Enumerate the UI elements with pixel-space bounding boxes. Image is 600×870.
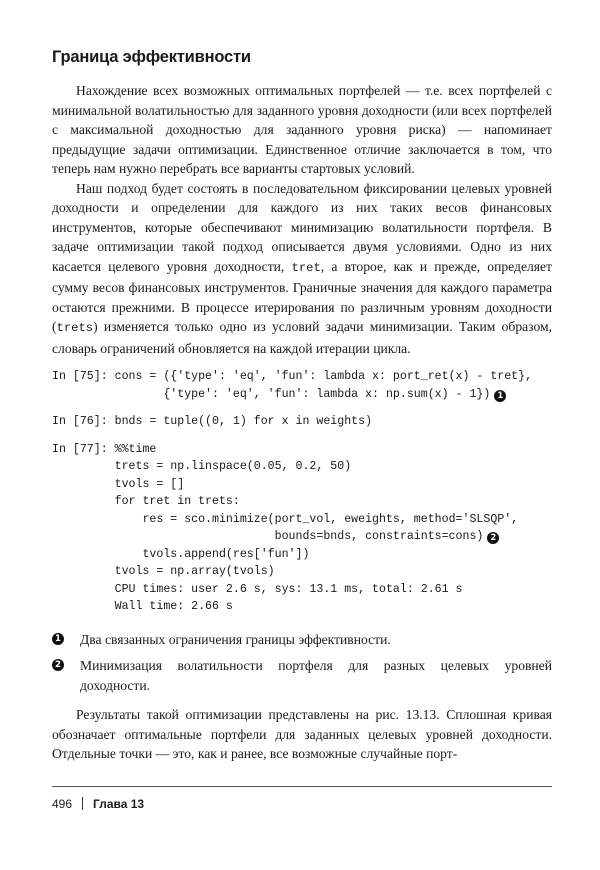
page-content [52, 48, 552, 764]
page-footer [52, 786, 552, 811]
callout-notes [52, 630, 552, 696]
paragraph-results: Результаты такой оптимизации представлены на рис. 13.13. Сплошная кривая обозначает оптимальные портфели для заданных целевых уровней доходности. Отдельные точки — это, как и ранее, все возможные случайные порт- [52, 707, 552, 761]
paragraph-approach-part2: , а второе, как и прежде, определяет сумму весов финансовых инструментов. Граничные значения для каждого параметра остаются прежними. В процессе итерирования по различным уровням доходности ( [52, 258, 552, 334]
code-line: trets = np.linspace(0.05, 0.2, 50) [52, 460, 352, 473]
callout-note-text-1: Два связанных ограничения границы эффективности. [80, 631, 391, 647]
code-line: res = sco.minimize(port_vol, eweights, method='SLSQP', [52, 512, 519, 526]
section-title: Граница эффективности [52, 48, 251, 66]
code-output-line: Wall time: 2.66 s [52, 600, 233, 613]
code-line: In [75]: cons = ({'type': 'eq', 'fun': lambda x: port_ret(x) - tret}, [52, 370, 533, 383]
inline-code-trets: trets [56, 321, 94, 335]
code-block-77 [52, 441, 552, 616]
callout-note-text-2: Минимизация волатильности портфеля для разных целевых уровней доходности. [80, 658, 552, 693]
paragraph-approach-part3: ) изменяется только одно из условий задачи минимизации. Таким образом, словарь ограничений обновляется на каждой итерации цикла. [52, 319, 552, 356]
code-line: tvols = np.array(tvols) [52, 565, 275, 578]
paragraph-intro: Нахождение всех возможных оптимальных портфелей — т.е. всех портфелей с минимальной волатильностью для заданного уровня доходности (или всех портфелей с максимальной доходностью для заданного уровня риска) — напоминает предыдущие задачи оптимизации. Единственное отличие заключается в том, что теперь нам нужно перебрать все варианты стартовых условий. [52, 83, 552, 176]
code-block-76 [52, 413, 552, 431]
callout-note-marker-2: 2 [52, 659, 64, 671]
code-block-75 [52, 368, 552, 403]
chapter-label: Глава 13 [93, 797, 145, 811]
code-line: bounds=bnds, constraints=cons) 2 [52, 528, 552, 546]
callout-marker-1: 1 [494, 390, 506, 402]
inline-code-tret: tret [291, 260, 321, 275]
code-line: tvols = [] [52, 477, 185, 491]
code-line: tvols.append(res['fun']) [52, 547, 310, 561]
paragraph-approach [52, 179, 552, 359]
code-line: In [77]: %%time [52, 442, 157, 456]
page-number: 496 [52, 797, 73, 811]
code-line: {'type': 'eq', 'fun': lambda x: np.sum(x) - 1}) 1 [52, 386, 552, 404]
footer-divider [82, 797, 83, 810]
callout-note-1 [52, 630, 552, 650]
callout-marker-2: 2 [487, 532, 499, 544]
code-line: In [76]: bnds = tuple((0, 1) for x in weights) [52, 415, 373, 428]
code-output-line: CPU times: user 2.6 s, sys: 13.1 ms, total: 2.61 s [52, 582, 463, 596]
paragraph-approach-part1: Наш подход будет состоять в последовательном фиксировании целевых уровней доходности и определении для каждого из них таких весов финансовых инструментов, которые обеспечивают минимизацию волатильности портфеля. В задаче оптимизации такой подход описывается двумя условиями. Одно из них касается целевого уровня доходности, [52, 180, 552, 274]
callout-note-marker-1: 1 [52, 633, 64, 645]
callout-note-2 [52, 656, 552, 695]
code-line: for tret in trets: [52, 495, 240, 508]
